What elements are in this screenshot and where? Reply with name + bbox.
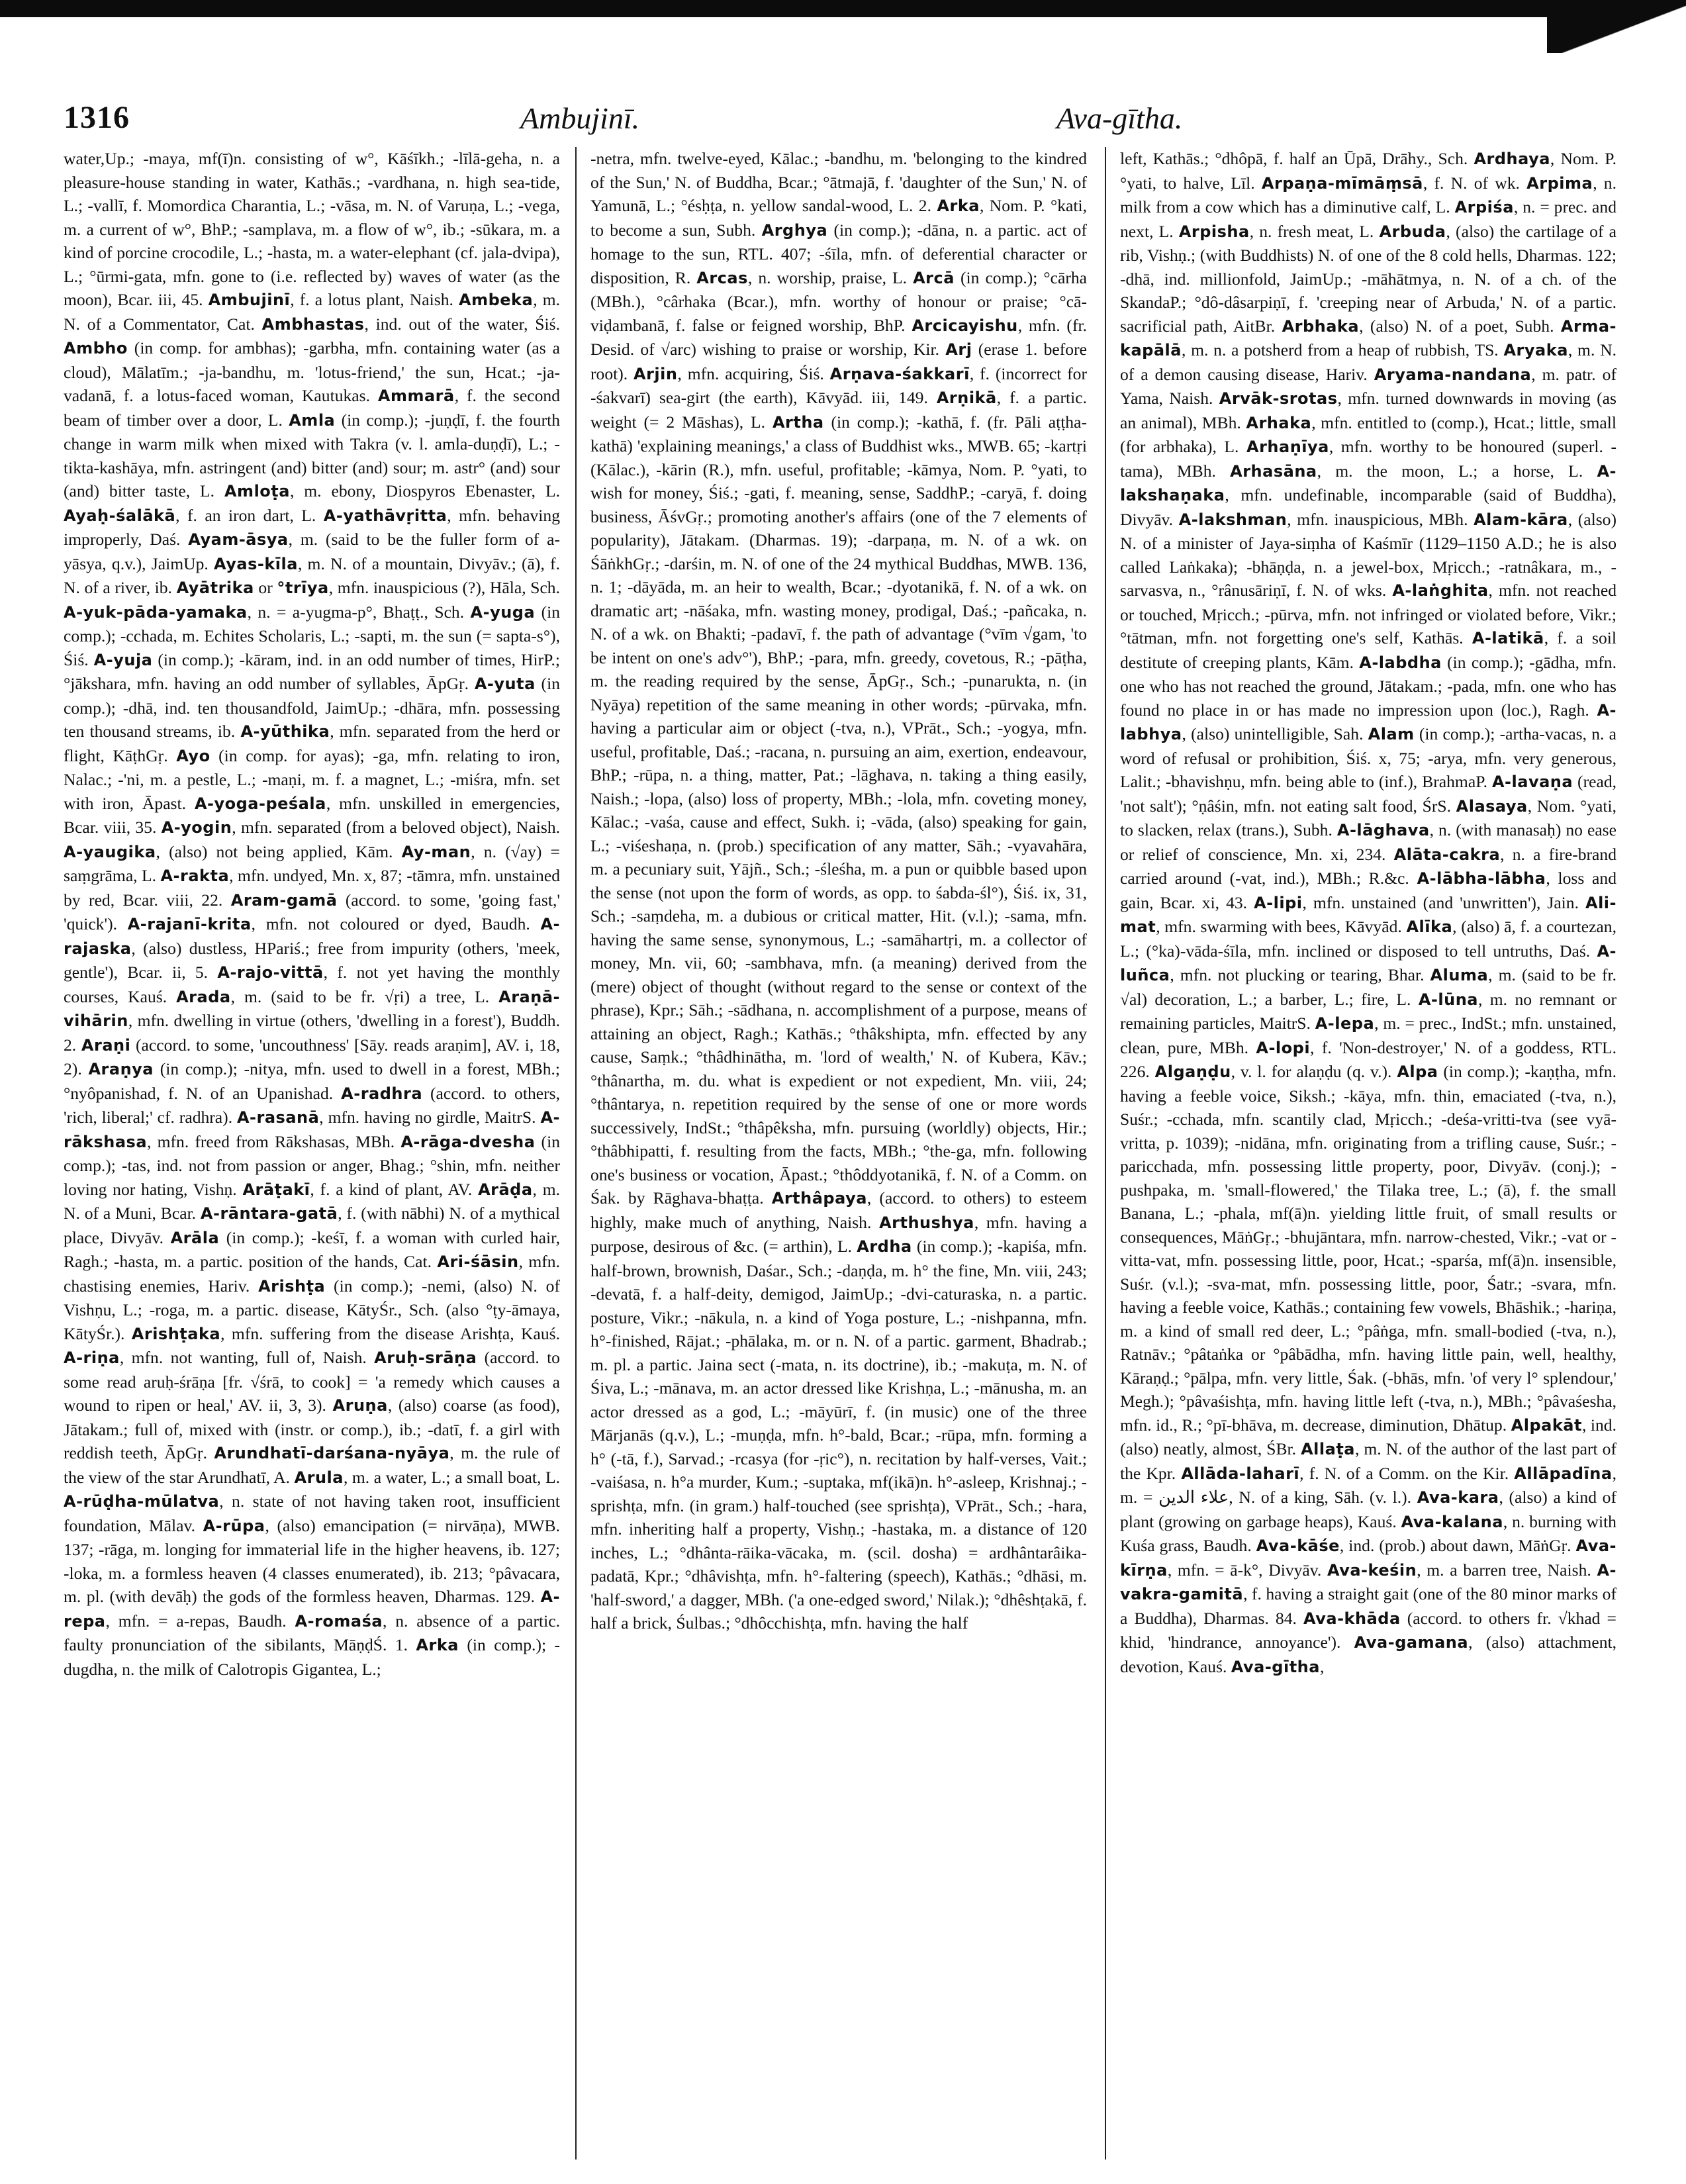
headword: Algaṇḍu bbox=[1154, 1063, 1231, 1081]
entry-text: (in comp.); -kathā, f. (fr. Pāli aṭṭha-kathā) 'explaining meanings,' a class of Buddhist wks., MWB. 65; -kartṛi (Kālac.), -kārin (R.), mfn. useful, profitable; -kāmya, Nom. P. °yati, to wish for money, Śiś.; -gati, f. meaning, sense, SaddhP.; -caryā, f. doing business, ĀśvGṛ.; promoting another's affairs (one of the 7 elements of popularity), Jātakam. (Dharmas. 19); -darpaṇa, m. N. of a wk. on ŚāṅkhGṛ.; -darśin, m. N. of one of the 24 mythical Buddhas, MWB. 136, n. 1; -dāyāda, m. an heir to wealth, Bcar.; -dyotanikā, f. N. of a wk. on dramatic art; -nāśaka, mfn. wasting money, prodigal, Daś.; -pañcaka, n. N. of a wk. on Bhakti; -padavī, f. the path of advantage (°vīm √gam, 'to be intent on one's adv°'), BhP.; -para, mfn. greedy, covetous, R.; -pāṭha, m. the reading required by the sense, ĀpGṛ., Sch.; -punarukta, n. (in Nyāya) repetition of the same meaning in other words; -pūrvaka, mfn. having a particular aim or object (-tva, n.), VPrāt., Sch.; -yogya, mfn. useful, profitable, Daś.; -racana, n. pursuing an aim, exertion, endeavour, BhP.; -rūpa, n. a thing, matter, Pat.; -lāghava, n. taking a thing easily, Naish.; -lopa, (also) loss of property, MBh.; -lola, mfn. coveting money, Kālac.; -vaśa, cause and effect, Sukh. i; -vāda, (also) speaking for gain, L.; -viśeshaṇa, n. (prob.) specification of any matter, Sāh.; -vyavahāra, m. a pecuniary suit, Yājñ., Sch.; -śleśha, m. a pun or quibble based upon the sense (not upon the form of words, as opp. to śabda-śl°), Śiś. ix, 31, Sch.; -saṃdeha, m. a dubious or critical matter, Hit. (v.l.); -sama, mfn. having the same sense, synonymous, L.; -samāhartṛi, m. a collector of money, Mn. vii, 60; -sambhava, mfn. (a meaning) derived from the (mere) object of thought (without regard to the sense or context of the phrase), Kpr.; Sāh.; -sādhana, n. accomplishment of a purpose, means of attaining an object, Ragh.; Kathās.; °thâkshipta, mfn. effected by any cause, Saṃk.; °thâdhinātha, m. 'lord of wealth,' N. of Kubera, Kāv.; °thânartha, m. du. what is expedient or not expedient, Mn. viii, 24; °thântarya, n. repetition required by the sense of one or more words successively, IndSt.; °thâpêksha, mfn. pursuing (worldly) objects, Hir.; °thâbhipatti, f. resulting from the facts, MBh.; °the-ga, mfn. following one's business or vocation, Āpast.; °thôddyotanikā, f. N. of a Comm. on Śak. by Rāghava-bhaṭṭa. bbox=[590, 412, 1087, 1208]
headword: A-rākshasa bbox=[64, 1108, 560, 1151]
headword: A-yuk-pāda-yamaka bbox=[64, 602, 248, 622]
headword: Arpiśa bbox=[1454, 198, 1514, 216]
entry-text: , m. a water, L.; a small boat, L. bbox=[343, 1467, 560, 1487]
entry-text: , m. = prec., IndSt.; mfn. unstained, clean, pure, MBh. bbox=[1120, 1014, 1616, 1057]
entry-text: , f. not yet having the monthly courses, Kauś. bbox=[64, 963, 560, 1006]
headword: A-labdha bbox=[1359, 653, 1442, 672]
headword: Arthâpaya bbox=[771, 1189, 867, 1208]
headword: Aryama-nandana bbox=[1374, 365, 1532, 384]
headword: Allāda-laharī bbox=[1181, 1464, 1300, 1483]
headword: Alasaya bbox=[1456, 796, 1528, 816]
headword: A-yathāvṛitta bbox=[323, 506, 447, 525]
entry-text: , n. milk from a cow which has a diminutive calf, L. bbox=[1120, 173, 1616, 216]
entry-text: , n. = prec. and next, L. bbox=[1120, 197, 1616, 241]
headword: Arṇava-śakkarī bbox=[829, 364, 970, 383]
entry-text: (accord. to others, 'rich, liberal;' cf. radhra). bbox=[64, 1083, 560, 1127]
headword: A-yogin bbox=[161, 818, 232, 837]
top-right-corner-mark bbox=[1547, 0, 1686, 53]
headword: A-rajaska bbox=[64, 915, 560, 958]
headword: Arāḍa bbox=[478, 1180, 533, 1199]
entry-text: , (also) not being applied, Kām. bbox=[156, 841, 402, 861]
entry-text: (erase 1. before root). bbox=[590, 340, 1087, 383]
headword: A-rasanā bbox=[236, 1108, 320, 1127]
headword: Alīka bbox=[1406, 918, 1453, 936]
headword: Allāpadīna bbox=[1514, 1464, 1613, 1483]
headword: A-labhya bbox=[1120, 700, 1616, 743]
entry-text: , v. l. for alaṇḍu (q. v.). bbox=[1231, 1062, 1397, 1081]
headword: Arbuda bbox=[1379, 222, 1446, 241]
headword: Arundhatī-darśana-nyāya bbox=[214, 1444, 450, 1462]
headword: Araṇya bbox=[88, 1060, 154, 1078]
entry-text: , n. (with manasaḥ) no ease or relief of conscience, Mn. xi, 234. bbox=[1120, 820, 1616, 864]
headword: A-luñca bbox=[1120, 941, 1616, 984]
headword: A-rakta bbox=[160, 867, 230, 885]
entry-text: , (also) unintelligible, Sah. bbox=[1182, 724, 1368, 743]
entry-text: (in comp.); -kapiśa, mfn. half-brown, brownish, Daśar., Sch.; -daṇḍa, m. h° the fine, Mn. viii, 243; -devatā, f. a half-deity, demigod, JaimUp.; -dvi-caturaska, n. a partic. posture, Vikr.; -nākula, n. a kind of Yoga posture, L.; -nishpanna, mfn. h°-finished, Rājat.; -phālaka, m. or n. N. of a partic. garment, Bhadrab.; m. pl. a partic. Jaina sect (-mata, n. its doctrine), ib.; -makuṭa, m. N. of Śiva, L.; -mānava, m. an actor dressed like Krishṇa, L.; -mānusha, m. an actor dressed as a god, L.; -māyūrī, f. (in music) one of the three Mārjanās (q.v.), L.; -muṇḍa, mfn. h°-bald, Bcar.; -rūpa, mfn. forming a h° (-tā, f.), Sarvad.; -rcasya (for -ṛic°), n. recitation by half-verses, Vait.; -vaiśasa, n. h°a murder, Kum.; -suptaka, mf(ikā)n. h°-asleep, Krishnaj.; -sprishṭa, mfn. (in gram.) half-touched (see sprishṭa), VPrāt., Sch.; -hara, mfn. inheriting half a property, Vishṇ.; -hastaka, m. a distance of 120 inches, L.; °dhânta-rāika-vācaka, m. (scil. dosha) = ardhântarâika-padatā, Kpr.; °dhâvishṭa, mfn. h°-faltering (speech), Kathās.; °dhāsi, m. 'half-sword,' a dagger, MBh. ('a one-edged sword,' Nilak.); °dhêshṭakā, f. half a brick, Śulbas.; °dhôcchishṭa, mfn. having the half bbox=[590, 1237, 1087, 1633]
entry-text: , f. a partic. weight (= 2 Māshas), L. bbox=[590, 388, 1087, 432]
entry-text: (read, 'not salt'); °ṇâśin, mfn. not eating salt food, ŚrS. bbox=[1120, 772, 1616, 816]
headword: Ava-khāda bbox=[1303, 1609, 1401, 1628]
headword: °trīya bbox=[277, 579, 329, 597]
headword: Arāṭakī bbox=[242, 1180, 310, 1199]
headword: Arishṭaka bbox=[131, 1324, 221, 1343]
headword: A-lakshaṇaka bbox=[1120, 461, 1616, 504]
entry-text: (in comp.); -juṇḍī, f. the fourth change in warm milk when mixed with Takra (v. l. amla-duṇḍī), L.; -tikta-kashāya, mfn. astringent (and) bitter (and) sour; m. astr° (and) sour (and) bitter taste, L. bbox=[64, 410, 560, 500]
entry-text: , f. having a straight gait (one of the 80 minor marks of a Buddha), Dharmas. 84. bbox=[1120, 1584, 1616, 1628]
headword: Ava-gītha bbox=[1231, 1657, 1320, 1676]
headword: Ammarā bbox=[377, 387, 455, 405]
entry-text: , mfn. acquiring, Śiś. bbox=[677, 363, 830, 383]
entry-text: , f. N. of a Comm. on the Kir. bbox=[1299, 1463, 1515, 1483]
entry-text: , ind. (also) neatly, almost, ŚBr. bbox=[1120, 1415, 1616, 1458]
entry-text: , m. a barren tree, Naish. bbox=[1417, 1560, 1597, 1580]
headword: A-rūpa bbox=[203, 1516, 265, 1535]
headword: Arishṭa bbox=[258, 1276, 326, 1296]
page-number: 1316 bbox=[64, 100, 130, 135]
headword: A-riṇa bbox=[64, 1349, 120, 1367]
entry-text: , m. N. of the author of the last part of the Kpr. bbox=[1120, 1439, 1616, 1483]
headword: Ava-keśin bbox=[1327, 1560, 1417, 1580]
entry-text: (in comp. for ayas); -ga, mfn. relating to iron, Nalac.; -'ni, m. a pestle, L.; -maṇi, m. f. a magnet, L.; -miśra, mfn. set with iron, Āpast. bbox=[64, 745, 560, 813]
headword: Arada bbox=[176, 987, 231, 1006]
entry-text: , mfn. having no girdle, MaitrS. bbox=[319, 1108, 541, 1127]
entry-text: , mfn. dwelling in virtue (others, 'dwelling in a forest'), Buddh. 2. bbox=[64, 1011, 560, 1055]
headword: Ayaḥ-śalākā bbox=[64, 506, 176, 525]
running-head-right: Ava-gītha. bbox=[1056, 101, 1183, 135]
headword: A-lāghava bbox=[1336, 821, 1430, 839]
headword: Arcicayishu bbox=[912, 316, 1018, 335]
entry-text: , (also) coarse (as food), Jātakam.; full of, mixed with (instr. or comp.), ib.; -datī, f. a girl with reddish teeth, ĀpGṛ. bbox=[64, 1396, 560, 1462]
headword: Amloṭa bbox=[224, 482, 290, 500]
headword: Ambhastas bbox=[261, 314, 365, 334]
headword: Arpaṇa-mīmāṃsā bbox=[1261, 173, 1423, 193]
headword: A-lopi bbox=[1256, 1038, 1311, 1057]
entry-text: , n. burning with Kuśa grass, Baudh. bbox=[1120, 1511, 1616, 1555]
entry-text: , Nom. °yati, to slacken, relax (trans.), Subh. bbox=[1120, 796, 1616, 839]
headword: Arhaṇīya bbox=[1246, 438, 1329, 456]
entry-text: , mfn. unstained (and 'unwritten'), Jain. bbox=[1302, 892, 1585, 912]
headword: A-yūthika bbox=[240, 722, 330, 741]
headword: A-rāntara-gatā bbox=[200, 1204, 338, 1223]
headword: Aruṇa bbox=[332, 1396, 388, 1415]
entry-text: , f. (incorrect for -śakvarī) sea-girt (the earth), Kāvyād. iii, 149. bbox=[590, 363, 1087, 407]
entry-text: , (accord. to others) to esteem highly, make much of anything, Naish. bbox=[590, 1188, 1087, 1232]
entry-text: , ind. (prob.) about dawn, MāṅGṛ. bbox=[1339, 1536, 1576, 1555]
headword: Ayātrika bbox=[176, 579, 254, 597]
headword: Arka bbox=[416, 1636, 459, 1654]
entry-text: , m. = علاء الدين, N. of a king, Sāh. (v. l.). bbox=[1120, 1463, 1616, 1507]
entry-text: , (also) emancipation (= nirvāṇa), MWB. 137; -rāga, m. longing for immaterial life in the higher heavens, ib. 127; -loka, m. a formless heaven (4 classes enumerated), ib. 213; °pâvacara, m. pl. (with devāḥ) the gods of the formless heaven, Dharmas. 129. bbox=[64, 1515, 560, 1606]
headword: A-lābha-lābha bbox=[1417, 869, 1546, 888]
headword: Arghya bbox=[761, 220, 828, 240]
headword: Ava-kīrṇa bbox=[1120, 1537, 1616, 1580]
headword: A-rajo-vittā bbox=[217, 963, 324, 982]
headword: Aryaka bbox=[1503, 341, 1568, 359]
headword: Arula bbox=[294, 1468, 344, 1487]
entry-text: , mfn. inauspicious, MBh. bbox=[1287, 509, 1474, 529]
entry-text: (in comp.); -nitya, mfn. used to dwell in a forest, MBh.; °nyôpanishad, f. N. of an Upanishad. bbox=[64, 1059, 560, 1103]
entry-text: (in comp.); -gādha, mfn. one who has not reached the ground, Jātakam.; -pada, mfn. one who has found no place in or has made no impression upon (loc.), Ragh. bbox=[1120, 652, 1616, 720]
headword: Alpa bbox=[1397, 1063, 1438, 1081]
headword: Arcā bbox=[913, 268, 955, 287]
entry-text: (in comp.); -dāna, n. a partic. act of homage to the sun, RTL. 407; -śīla, mfn. of deferential character or disposition, R. bbox=[590, 220, 1087, 287]
entry-text: , m. N. of a demon causing disease, Hariv. bbox=[1120, 340, 1616, 384]
column-divider-2 bbox=[1105, 147, 1106, 2160]
headword: Ambho bbox=[64, 339, 128, 357]
entry-text: , n. state of not having taken root, insufficient foundation, Mālav. bbox=[64, 1492, 560, 1535]
headword: A-yaugika bbox=[64, 842, 156, 861]
headword: Ayo bbox=[176, 746, 211, 765]
column-1 bbox=[64, 147, 560, 2160]
entry-text: (in comp.); -kāram, ind. in an odd number of times, HirP.; °jākshara, mfn. having an odd number of syllables, ĀpGṛ. bbox=[64, 649, 560, 693]
entry-text: , m. (said to be the fuller form of a-yāsya, q.v.), JaimUp. bbox=[64, 530, 560, 573]
headword: A-rūḍha-mūlatva bbox=[64, 1492, 220, 1511]
entry-text: , m. (said to be fr. √ṛi) a tree, L. bbox=[230, 986, 499, 1006]
entry-text: , mfn. separated from the herd or flight, KāṭhGṛ. bbox=[64, 722, 560, 765]
entry-text: , n. (√ay) = saṃgrāma, L. bbox=[64, 841, 560, 885]
entry-text: , mfn. having a purpose, desirous of &c. (= arthin), L. bbox=[590, 1212, 1087, 1256]
column-divider-1 bbox=[575, 147, 577, 2160]
headword: A-latikā bbox=[1472, 629, 1544, 647]
headword: Amla bbox=[289, 410, 336, 430]
entry-text: , m. the moon, L.; a horse, L. bbox=[1317, 461, 1597, 481]
headword: Aram-gamā bbox=[230, 890, 338, 910]
headword: Ava-kāśe bbox=[1256, 1537, 1340, 1555]
entry-text: , mfn. freed from Rākshasas, MBh. bbox=[147, 1131, 401, 1151]
entry-text: , mfn. not plucking or tearing, Bhar. bbox=[1170, 965, 1430, 984]
entry-text: (in comp.); -keśī, f. a woman with curled hair, Ragh.; -hasta, m. a partic. position of the hands, Cat. bbox=[64, 1227, 560, 1271]
headword: Arbhaka bbox=[1282, 316, 1360, 336]
headword: Ardhaya bbox=[1474, 150, 1550, 168]
entry-text: , ind. out of the water, Śiś. bbox=[364, 314, 560, 334]
headword: Arma-kapālā bbox=[1120, 316, 1616, 359]
headword: Arka bbox=[937, 197, 980, 215]
entry-text: , (also) the cartilage of a rib, Vishṇ.; (with Buddhists) N. of one of the 8 cold hells, Dharmas. 122; -dhā, ind. millionfold, JaimUp.; -māhātmya, n. N. of a ch. of the SkandaP.; °dô-dâsarpiṇī, f. 'creeping near of Arbuda,' N. of a partic. sacrificial path, AitBr. bbox=[1120, 221, 1616, 336]
entry-text: , m. no remnant or remaining particles, MaitrS. bbox=[1120, 989, 1616, 1033]
headword: Alam-kāra bbox=[1474, 510, 1568, 529]
entry-text: (accord. to some read aruḥ-śrāṇa [fr. √śrā, to cook] = 'a remedy which causes a wound to ripen or heal,' AV. ii, 3, 3). bbox=[64, 1348, 560, 1415]
entry-text: , m. N. of a Muni, Bcar. bbox=[64, 1179, 560, 1223]
headword: A-lakshman bbox=[1178, 510, 1288, 529]
entry-text: , mfn. not coloured or dyed, Baudh. bbox=[251, 914, 541, 933]
headword: Ava-kalana bbox=[1401, 1512, 1503, 1531]
dictionary-columns bbox=[64, 147, 1623, 2160]
entry-text: left, Kathās.; °dhôpā, f. half an Ūpā, Drāhy., Sch. bbox=[1120, 149, 1474, 168]
entry-text: (in comp.); -cchada, m. Echites Scholaris, L.; -sapti, m. the sun (= sapta-s°), Śiś. bbox=[64, 602, 560, 669]
entry-text: (in comp.); -tas, ind. not from passion or anger, Bhag.; °shin, mfn. neither loving nor hating, Vishṇ. bbox=[64, 1131, 560, 1199]
entry-text: , mfn. behaving improperly, Daś. bbox=[64, 505, 560, 549]
headword: A-lepa bbox=[1315, 1014, 1375, 1033]
headword: Ayam-āsya bbox=[188, 530, 289, 549]
headword: Ava-kara bbox=[1417, 1488, 1499, 1507]
headword: Arvāk-srotas bbox=[1219, 389, 1338, 408]
entry-text: , f. the second beam of timber over a door, L. bbox=[64, 386, 560, 430]
entry-text: , mfn. undefinable, incomparable (said of Buddha), Divyāv. bbox=[1120, 485, 1616, 529]
headword: A-rajanī-krita bbox=[127, 915, 252, 933]
headword: Alāta-cakra bbox=[1393, 845, 1501, 864]
column-3 bbox=[1120, 147, 1616, 2160]
entry-text: , mfn. unskilled in emergencies, Bcar. viii, 35. bbox=[64, 793, 560, 837]
entry-text: , m. n. a potsherd from a heap of rubbish, TS. bbox=[1181, 340, 1504, 359]
entry-text: (in comp.); -nemi, (also) N. of Vishṇu, L.; -roga, m. a partic. disease, KātyŚr., Sch. (also °ṭy-āmaya, KātyŚr.). bbox=[64, 1276, 560, 1343]
entry-text: , mfn. separated (from a beloved object), Naish. bbox=[232, 818, 560, 837]
headword: Arhasāna bbox=[1230, 461, 1317, 481]
headword: Ardha bbox=[857, 1237, 912, 1256]
entry-text: (in comp.); -artha-vacas, n. a word of refusal or prohibition, Śiś. x, 75; -arya, mfn. very generous, Lalit.; -bhavishṇu, mfn. being able to (inf.), BrahmaP. bbox=[1120, 724, 1616, 791]
headword: A-romaśa bbox=[295, 1611, 383, 1631]
top-border-bar bbox=[0, 0, 1686, 17]
entry-text: , mfn. entitled to (comp.), Hcat.; little, small (for arbhaka), L. bbox=[1120, 412, 1616, 456]
entry-text: , m. N. of a Commentator, Cat. bbox=[64, 290, 560, 334]
entry-text: , bbox=[1319, 1656, 1325, 1676]
headword: Arjin bbox=[633, 364, 678, 383]
entry-text: , f. a lotus plant, Naish. bbox=[290, 290, 459, 309]
headword: A-yuta bbox=[474, 675, 536, 693]
headword: Aruḥ-srāṇa bbox=[374, 1349, 477, 1367]
entry-text: , mfn. swarming with bees, Kāvyād. bbox=[1156, 917, 1407, 936]
entry-text: , mfn. not reached or touched, Mṛicch.; -pūrva, mfn. not infringed or violated before, Vikr.; °tātman, mfn. not forgetting one's self, Kathās. bbox=[1120, 581, 1616, 647]
entry-text: , mfn. = a-repas, Baudh. bbox=[105, 1611, 295, 1631]
headword: Arhaka bbox=[1246, 413, 1312, 432]
entry-text: , f. an iron dart, L. bbox=[175, 505, 324, 525]
entry-text: , mfn. = ā-k°, Divyāv. bbox=[1167, 1560, 1327, 1580]
entry-text: water,Up.; -maya, mf(ī)n. consisting of w°, Kāśīkh.; -līlā-geha, n. a pleasure-house standing in water, Kathās.; -vardhana, n. high sea-tide, L.; -vallī, f. Momordica Charantia, L.; -vāsa, m. N. of Varuṇa, L.; -vega, m. a current of w°, BhP.; -samplava, m. a flow of w°, ib.; -sūkara, m. a kind of porcine crocodile, L.; -hasta, m. a water-elephant (cf. jala-dvipa), L.; °ūrmi-gata, mfn. gone to (i.e. reflected by) waves of water (as the moon), Bcar. iii, 45. bbox=[64, 149, 560, 309]
entry-text: or bbox=[254, 578, 277, 597]
entry-text: , Nom. P. °kati, to become a sun, Subh. bbox=[590, 196, 1087, 240]
entry-text: (in comp.); -dhā, ind. ten thousandfold, JaimUp.; -dhāra, mfn. possessing ten thousand streams, ib. bbox=[64, 674, 560, 741]
entry-text: , (also) ā, f. a courtezan, L.; (°ka)-vāda-śīla, mfn. inclined or disposed to tell untruths, Daś. bbox=[1120, 917, 1616, 961]
entry-text: , m. N. of a mountain, Divyāv.; (ā), f. N. of a river, ib. bbox=[64, 553, 560, 597]
headword: Ay-man bbox=[401, 842, 471, 861]
headword: Aluma bbox=[1430, 966, 1489, 984]
headword: A-repa bbox=[64, 1588, 560, 1631]
entry-text: , (also) N. of a minister of Jaya-siṃha of Kaśmīr (1129–1150 A.D.; he is also called Laṅkaka); -bhāṇḍa, n. a jewel-box, Mṛicch.; -ratnâkara, m., -sarvasva, n., °rânusāriṇī, f. N. of wks. bbox=[1120, 509, 1616, 600]
entry-text: (accord. to some, 'uncouthness' [Sāy. reads araṇim], AV. i, 18, 2). bbox=[64, 1035, 560, 1078]
entry-text: , f. 'Non-destroyer,' N. of a goddess, RTL. 226. bbox=[1120, 1037, 1616, 1081]
entry-text: , n. absence of a partic. faulty pronunciation of the sibilants, MāṇḍŚ. 1. bbox=[64, 1611, 560, 1654]
entry-text: , f. a kind of plant, AV. bbox=[310, 1179, 479, 1199]
entry-text: , mfn. suffering from the disease Arishṭa, Kauś. bbox=[220, 1323, 560, 1343]
entry-text: , Nom. P. °yati, to halve, Līl. bbox=[1120, 149, 1616, 193]
page-header bbox=[64, 99, 1623, 146]
headword: A-yoga-peśala bbox=[194, 794, 326, 813]
entry-text: , mfn. not wanting, full of, Naish. bbox=[119, 1348, 375, 1367]
running-head-left: Ambujinī. bbox=[520, 101, 640, 135]
headword: Artha bbox=[772, 412, 824, 432]
column-2 bbox=[590, 147, 1087, 2160]
headword: Ali-mat bbox=[1120, 893, 1616, 936]
headword: Araṇā-vihārin bbox=[64, 987, 560, 1030]
headword: Arcas bbox=[696, 268, 748, 287]
headword: Arpisha bbox=[1178, 222, 1250, 241]
entry-text: (in comp.); °cārha (MBh.), °cârhaka (Bcar.), mfn. worthy of honour or praise; °cā-viḍambanā, f. false or feigned worship, BhP. bbox=[590, 267, 1087, 335]
headword: Ambeka bbox=[459, 291, 534, 309]
headword: Arj bbox=[945, 340, 972, 359]
headword: Arṇikā bbox=[936, 389, 997, 407]
entry-text: , mfn. worthy to be honoured (superl. -tama), MBh. bbox=[1120, 437, 1616, 481]
headword: Ari-śāsin bbox=[437, 1253, 519, 1271]
entry-text: , mfn. inauspicious (?), Hāla, Sch. bbox=[328, 578, 560, 597]
entry-text: , n. worship, praise, L. bbox=[747, 267, 913, 287]
headword: Arthushya bbox=[879, 1213, 974, 1232]
headword: A-lūna bbox=[1418, 990, 1478, 1009]
headword: A-lipi bbox=[1254, 893, 1303, 912]
headword: Arpima bbox=[1526, 173, 1593, 193]
headword: Ava-gamana bbox=[1354, 1633, 1469, 1652]
entry-text: , mfn. (fr. Desid. of √arc) wishing to praise or worship, Kir. bbox=[590, 315, 1087, 359]
entry-text: , m. ebony, Diospyros Ebenaster, L. bbox=[289, 481, 560, 500]
headword: Arāla bbox=[170, 1228, 220, 1247]
entry-text: (in comp.); -dugdha, n. the milk of Calotropis Gigantea, L.; bbox=[64, 1635, 560, 1679]
entry-text: , (also) a kind of plant (growing on garbage heaps), Kauś. bbox=[1120, 1488, 1616, 1531]
entry-text: , n. fresh meat, L. bbox=[1249, 221, 1380, 241]
entry-text: , m. patr. of Yama, Naish. bbox=[1120, 364, 1616, 408]
entry-text: , mfn. turned downwards in moving (as an animal), MBh. bbox=[1120, 389, 1616, 432]
entry-text: , f. (with nābhi) N. of a mythical place, Divyāv. bbox=[64, 1204, 560, 1247]
headword: A-laṅghita bbox=[1392, 581, 1489, 600]
entry-text: , m. the rule of the view of the star Arundhatī, A. bbox=[64, 1443, 560, 1487]
entry-text: , f. N. of wk. bbox=[1423, 173, 1527, 193]
entry-text: (accord. to some, 'going fast,' 'quick'). bbox=[64, 890, 560, 933]
headword: Alam bbox=[1368, 725, 1415, 743]
entry-text: (in comp. for ambhas); -garbha, mfn. containing water (as a cloud), Mālatīm.; -ja-bandhu, m. 'lotus-friend,' the sun, Hcat.; -ja-vadanā, f. a lotus-faced woman, Kautukas. bbox=[64, 338, 560, 405]
headword: Alpakāt bbox=[1511, 1415, 1582, 1435]
entry-text: , mfn. undyed, Mn. x, 87; -tāmra, mfn. unstained by red, Bcar. viii, 22. bbox=[64, 866, 560, 910]
headword: Ambujinī bbox=[208, 291, 291, 309]
entry-text: , m. (said to be fr. √al) decoration, L.; a barber, L.; fire, L. bbox=[1120, 965, 1616, 1009]
entry-text: , (also) dustless, HPariś.; free from impurity (others, 'meek, gentle'), Bcar. ii, 5. bbox=[64, 938, 560, 982]
headword: A-radhra bbox=[341, 1084, 423, 1103]
headword: A-lavaṇa bbox=[1491, 773, 1573, 791]
headword: A-yuja bbox=[93, 650, 153, 669]
entry-text: (in comp.); -kaṇṭha, mfn. having a feeble voice, Siksh.; -kāya, mfn. thin, emaciated (-tva, n.), Suśr.; -cchada, mfn. scantily clad, Mṛicch.; -deśa-vritti-tva (see vyā-vritta, p. 1039); -nidāna, mfn. originating from a trifling cause, Suśr.; -paricchada, mfn. possessing little property, poor, Divyāv. (conj.); -pushpaka, m. 'small-flowered,' the Tilaka tree, L.; (ā), f. the small Banana, L.; -phala, mf(ā)n. yielding little fruit, of small results or consequences, MāṅGṛ.; -bhujāntara, mfn. narrow-chested, Vikr.; -vat or -vitta-vat, mfn. possessing little, poor, Hcat.; -sparśa, mf(ā)n. insensible, Suśr. (v.l.); -sva-mat, mfn. possessing little, poor, Śatr.; -svara, mfn. having a feeble voice, Kathās.; containing few vowels, Bhāshik.; -hariṇa, m. a kind of small red deer, L.; °pâṅga, mfn. small-bodied (-tva, n.), Ratnāv.; °pâtaṅka or °pâbādha, mfn. having little pain, well, healthy, Kāraṇḍ.; °pālpa, mfn. very little, Śak. (-bhās, mfn. 'of very l° splendour,' Megh.); °pâvaśishṭa, mfn. having little left (-tva, n.), MBh.; °pâvaśesha, mfn. id., R.; °pī-bhāva, m. decrease, diminution, Dhātup. bbox=[1120, 1062, 1616, 1435]
entry-text: , (also) N. of a poet, Subh. bbox=[1359, 316, 1561, 336]
entry-text: , mfn. chastising enemies, Hariv. bbox=[64, 1252, 560, 1296]
headword: Araṇi bbox=[81, 1035, 131, 1055]
entry-text: (accord. to others fr. √khad = khid, 'hindrance, annoyance'). bbox=[1120, 1608, 1616, 1652]
entry-text: -netra, mfn. twelve-eyed, Kālac.; -bandhu, m. 'belonging to the kindred of the Sun,' N. of Buddha, Bcar.; °ātmajā, f. 'daughter of the Sun,' N. of Yamunā, L.; °ésḥṭa, n. yellow sandal-wood, L. 2. bbox=[590, 149, 1087, 215]
entry-text: , n. = a-yugma-p°, Bhaṭṭ., Sch. bbox=[247, 602, 471, 622]
headword: A-rāga-dvesha bbox=[400, 1132, 536, 1151]
entry-text: , (also) attachment, devotion, Kauś. bbox=[1120, 1633, 1616, 1676]
entry-text: , f. a soil destitute of creeping plants, Kām. bbox=[1120, 628, 1616, 672]
entry-text: , n. a fire-brand carried around (-vat, ind.), MBh.; R.&c. bbox=[1120, 844, 1616, 888]
entry-text: , loss and gain, Bcar. xi, 43. bbox=[1120, 869, 1616, 912]
headword: Allaṭa bbox=[1301, 1440, 1355, 1458]
headword: A-yuga bbox=[470, 602, 536, 622]
headword: A-vakra-gamitā bbox=[1120, 1560, 1616, 1603]
headword: Ayas-kīla bbox=[214, 554, 298, 573]
